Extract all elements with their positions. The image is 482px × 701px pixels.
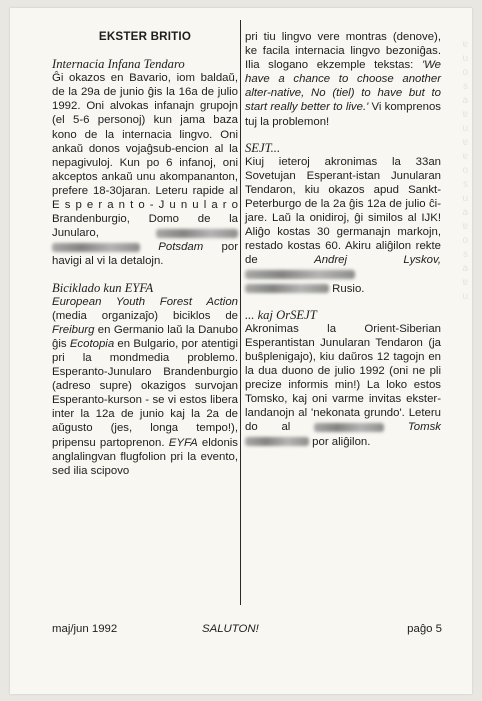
show-through-text: ɐ u o s a ɐ u ɐ ɐ o s u a ɐ o s a ɐ u — [462, 39, 468, 302]
body-text: (media organizaĵo) biciklos de — [52, 309, 238, 322]
article-body — [245, 322, 441, 449]
redacted-address — [314, 423, 384, 432]
section-heading: EKSTER BRITIO — [98, 30, 192, 43]
body-text: Akronimas la Orient-Siberian Esperantistan Junularan Tendaron (ja buŝplenigajo), kiu daŭros 12 tagojn en la dua duono de julio 1992 (oni ne pli precize informis min!) La loko estos Tomsko, kaj oni varme invitas ekster-landanojn al 'nekonata grundo'. Leteru do al — [245, 322, 441, 434]
column-divider — [240, 20, 241, 605]
country-name: Rusio. — [332, 282, 365, 295]
magazine-page — [10, 8, 472, 694]
body-text: eldonis anglalingvan flugfolion pri la evento, sed ilia scipovo — [52, 436, 239, 477]
body-text: en Germanio laŭ la Danubo ĝis — [52, 323, 238, 350]
issue-date: maj/jun 1992 — [52, 623, 118, 635]
article-orsejt — [245, 308, 441, 449]
body-text: por havigi al vi la detalojn. — [52, 241, 239, 268]
redacted-address — [245, 270, 355, 279]
right-column — [245, 30, 441, 461]
left-column — [52, 30, 238, 490]
redacted-address — [156, 229, 238, 238]
article-body — [52, 295, 238, 478]
article-body — [52, 71, 238, 268]
org-name: EYFA — [168, 436, 198, 449]
article-title: Internacia Infana Tendaro — [52, 57, 185, 72]
article-body — [245, 155, 441, 296]
city-name: Tomsk — [407, 421, 442, 434]
article-title: SEJT... — [245, 140, 281, 155]
body-text: en Bulgario, por atentigi pri la mondmedia problemo. Esperanto-Junularo Brandenburgio (adreso supre) okazigos survojan Esperanto-kurson - se vi estos libera inter la 12a de junio kaj la 2a de aŭgusto (jes, longa tempo!), pripensu partoprenon. — [52, 337, 238, 449]
article-title: ... kaj OrSEJT — [245, 307, 317, 322]
article-infana-tendaro — [52, 57, 238, 268]
body-text: Ĝi okazos en Bavario, iom baldaŭ, de la 29a de junio ĝis la 16a de julio 1992. Oni alvokas infanajn grupojn (el 5-6 personoj) kun jama baza kono de la internacia lingvo. Oni ankaŭ donos vojaĝsub-encion al la nepagivuloj. Kun po 6 infanoj, oni akceptos ankaŭ unu akompananton, prefere 18-30jaran. Leteru rapide al E s p e r a n t o - J u n u l a r o Brandenburgio, Domo de la Junularo, — [52, 72, 238, 240]
contact-name: Andrej Lyskov, — [314, 254, 441, 267]
org-name: European Youth Forest Action — [52, 295, 238, 308]
body-text: pri tiu lingvo vere montras (denove), ke facila internacia lingvo bezoniĝas. Ilia slogano ekzemple tekstas: — [245, 31, 441, 72]
redacted-address — [52, 243, 140, 252]
article-biciklado — [52, 281, 238, 478]
redacted-address — [245, 284, 329, 293]
city-name: Potsdam — [158, 241, 204, 254]
body-text: Vi komprenos tuj la problemon! — [245, 101, 441, 128]
article-sejt — [245, 141, 441, 296]
place-name: Ecotopia — [69, 337, 115, 350]
body-text: Kiuj ieteroj akronimas la 33an Sovetujan Esperant-istan Junularan Tendaron, kiu okazos apud Sankt-Peterburgo de la 2a ĝis 12a de julio ĉi-jare. Laŭ la onidiroj, ĝi similos al IJK! Aliĝo kostas 30 germanajn markojn, restado kostas 60. Akiru aliĝilon rekte de — [245, 155, 441, 267]
city-name: Freiburg — [52, 323, 95, 336]
article-title: Biciklado kun EYFA — [52, 280, 154, 295]
article-body — [245, 30, 441, 129]
article-continuation — [245, 30, 441, 129]
magazine-name: SALUTON! — [202, 623, 259, 635]
slogan-quote: 'We have a chance to choose another alter-native, No (tiel) to have but to start really better to live.' — [245, 59, 441, 114]
redacted-address — [245, 437, 309, 446]
page-number: paĝo 5 — [407, 623, 442, 635]
body-text: por aliĝilon. — [312, 435, 371, 448]
